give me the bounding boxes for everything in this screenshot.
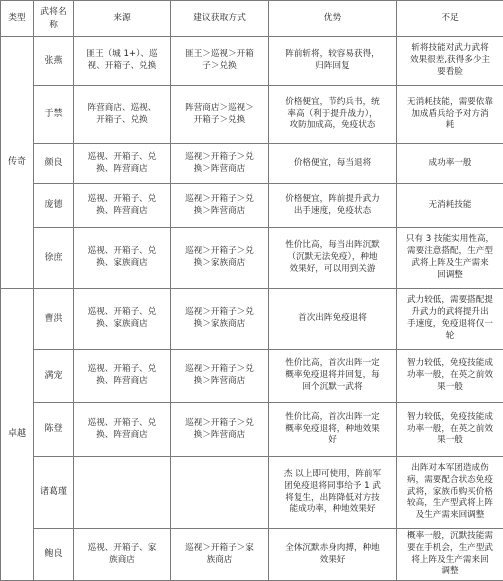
header-cons: 不足	[397, 1, 503, 37]
pros-cell: 阵前斩将，较容易获得， 归阵回复	[269, 37, 397, 86]
pros-cell: 价格便宜，节约兵书，统 率高（利于提升战力）， 攻防加成高，免疫状态	[269, 86, 397, 144]
table-row	[1, 403, 503, 457]
source-cell: 巡视、开箱子、兑 换、阵营商店	[74, 184, 171, 228]
source-cell	[74, 457, 171, 529]
source-cell: 巡视、开箱子、兑 换、阵营商店	[74, 350, 171, 403]
pros-cell: 性价比高，首次出阵一定 概率免疫退将，种地效果 好	[269, 403, 397, 457]
cons-cell: 无消耗技能，需要依靠 加成盾兵给予对方消 耗	[397, 86, 503, 144]
cons-cell: 只有 3 技能实用性高， 需要注意搭配，生产型 武将上阵及生产需来 回调整	[397, 228, 503, 289]
source-cell: 匪王（城 1+）、巡 视、开箱子、兑换	[74, 37, 171, 86]
table-row	[1, 350, 503, 403]
pros-cell: 首次出阵免疫退将	[269, 289, 397, 350]
table-row	[1, 144, 503, 184]
general-name: 陈登	[34, 403, 74, 457]
pros-cell: 价格便宜，阵前提升武力 出手速度，免疫状态	[269, 184, 397, 228]
method-cell: 匪王＞巡视＞开箱 子＞兑换	[171, 37, 269, 86]
method-cell: 巡视＞开箱子＞家 族商店	[171, 529, 269, 581]
pros-cell: 性价比高，首次出阵一定 概率免疫退将并回复，每 回个沉默一武将	[269, 350, 397, 403]
cons-cell: 无消耗技能	[397, 184, 503, 228]
method-cell: 巡视＞开箱子＞兑 换＞阵营商店	[171, 184, 269, 228]
table-row	[1, 529, 503, 581]
method-cell: 阵营商店＞巡视＞ 开箱子＞兑换	[171, 86, 269, 144]
source-cell: 巡视、开箱子、兑 换、家族商店	[74, 228, 171, 289]
source-cell: 阵营商店、巡视、 开箱子、兑换	[74, 86, 171, 144]
general-name: 于禁	[34, 86, 74, 144]
table-row	[1, 37, 503, 86]
cons-cell: 武力较低，需要搭配提 升武力的武将提升出 手速度，免疫退将仅一 轮	[397, 289, 503, 350]
header-method: 建议获取方式	[171, 1, 269, 37]
table-row	[1, 86, 503, 144]
cons-cell: 斩将技能对武力武将 效果很差,获得多少主 要看脸	[397, 37, 503, 86]
source-cell: 巡视、开箱子、家 族商店	[74, 529, 171, 581]
cons-cell: 概率一般，沉默技能需 要在手机会，生产型武 将上阵及生产需来回 调整	[397, 529, 503, 581]
general-name: 曹洪	[34, 289, 74, 350]
table-row	[1, 228, 503, 289]
header-source: 来源	[74, 1, 171, 37]
cons-cell: 智力较低，免疫技能成 功率一般，在英之前效 果一般	[397, 403, 503, 457]
table-row	[1, 184, 503, 228]
cons-cell: 智力较低，免疫技能成 功率一般，在英之前效 果一般	[397, 350, 503, 403]
method-cell: 巡视＞开箱子＞兑 换＞家族商店	[171, 228, 269, 289]
header-name: 武将名 称	[34, 1, 74, 37]
general-name: 颜良	[34, 144, 74, 184]
type-cell-legend: 传奇	[1, 37, 34, 289]
cons-cell: 出阵对本军团造成伤 病，需要配合状态免疫 武将，家族币购买价格 较高，生产型武将上阵 及生产需来回调整	[397, 457, 503, 529]
general-name: 张燕	[34, 37, 74, 86]
header-type: 类型	[1, 1, 34, 37]
pros-cell: 全体沉默赤身肉搏，种地 效果好	[269, 529, 397, 581]
cons-cell: 成功率一般	[397, 144, 503, 184]
pros-cell: 价格便宜，每当退将	[269, 144, 397, 184]
pros-cell: 性价比高，每当出阵沉默 （沉默无法免疫），种地 效果好，可以用到关游	[269, 228, 397, 289]
method-cell	[171, 457, 269, 529]
method-cell: 巡视＞开箱子＞兑 换＞阵营商店	[171, 403, 269, 457]
header-pros: 优势	[269, 1, 397, 37]
header-row	[1, 1, 503, 37]
source-cell: 巡视、开箱子、兑 换、阵营商店	[74, 144, 171, 184]
source-cell: 巡视、开箱子、兑 换、阵营商店	[74, 403, 171, 457]
source-cell: 巡视、开箱子、兑 换、家族商店	[74, 289, 171, 350]
type-cell-excellent: 卓越	[1, 289, 34, 581]
table-row	[1, 457, 503, 529]
general-name: 满宠	[34, 350, 74, 403]
general-name: 诸葛瑾	[34, 457, 74, 529]
method-cell: 巡视＞开箱子＞兑 换＞阵营商店	[171, 350, 269, 403]
pros-cell: 杰 以上即可使用，阵前军 团免疫退将同事给予 1 武 将复生，出阵降低对方技 能成功率，种地效果好	[269, 457, 397, 529]
general-name: 徐庶	[34, 228, 74, 289]
general-name: 庞德	[34, 184, 74, 228]
method-cell: 巡视＞开箱子＞兑 换＞阵营商店	[171, 144, 269, 184]
method-cell: 巡视＞开箱子＞兑 换＞家族商店	[171, 289, 269, 350]
general-name: 鲍良	[34, 529, 74, 581]
table-row	[1, 289, 503, 350]
